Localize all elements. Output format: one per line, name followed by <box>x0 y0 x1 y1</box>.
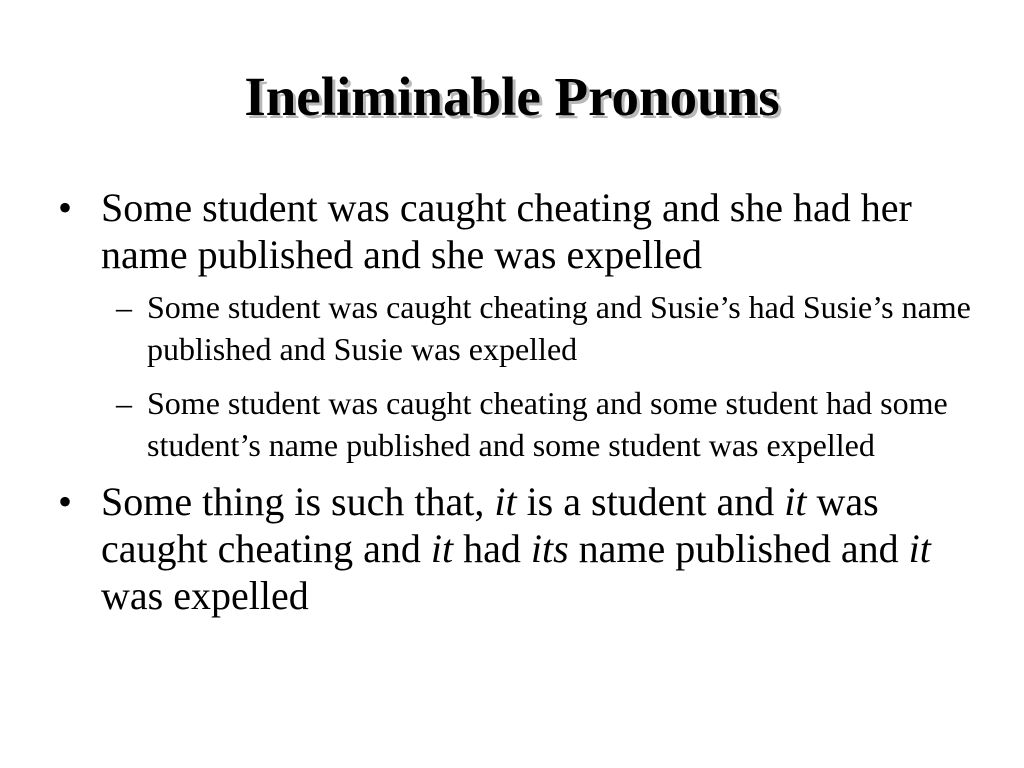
italic-pronoun: it <box>430 526 454 571</box>
text-segment: had <box>453 526 531 571</box>
italic-pronoun: its <box>530 526 569 571</box>
italic-pronoun: it <box>784 479 807 524</box>
sub-bullet-item-1 <box>101 286 978 370</box>
text-segment: is a student and <box>516 479 785 524</box>
text-segment: was expelled <box>101 573 309 618</box>
bullet-text <box>101 479 931 618</box>
sub-bullet-marker: – <box>116 289 132 325</box>
text-segment: name published and <box>568 526 909 571</box>
slide-title: Ineliminable Pronouns <box>244 66 780 127</box>
bullet-text: Some student was caught cheating and she had her name published and she was expelled <box>101 185 912 277</box>
bullet-item-1 <box>58 184 978 466</box>
italic-pronoun: it <box>908 526 931 571</box>
text-segment: Some thing is such that, <box>101 479 495 524</box>
bullet-marker: • <box>58 185 73 230</box>
bullet-marker: • <box>58 479 73 524</box>
sub-bullet-text: Some student was caught cheating and some student had some student’s name published and some student was expelled <box>147 385 948 463</box>
bullet-list <box>58 184 978 619</box>
sub-bullet-marker: – <box>116 385 132 421</box>
sub-bullet-item-2 <box>101 382 978 466</box>
text-segment: was caught cheating and <box>101 479 879 571</box>
bullet-item-2 <box>58 478 978 619</box>
sub-bullet-list <box>101 286 978 466</box>
sub-bullet-text: Some student was caught cheating and Susie’s had Susie’s name published and Susie was expelled <box>147 289 971 367</box>
italic-pronoun: it <box>494 479 517 524</box>
